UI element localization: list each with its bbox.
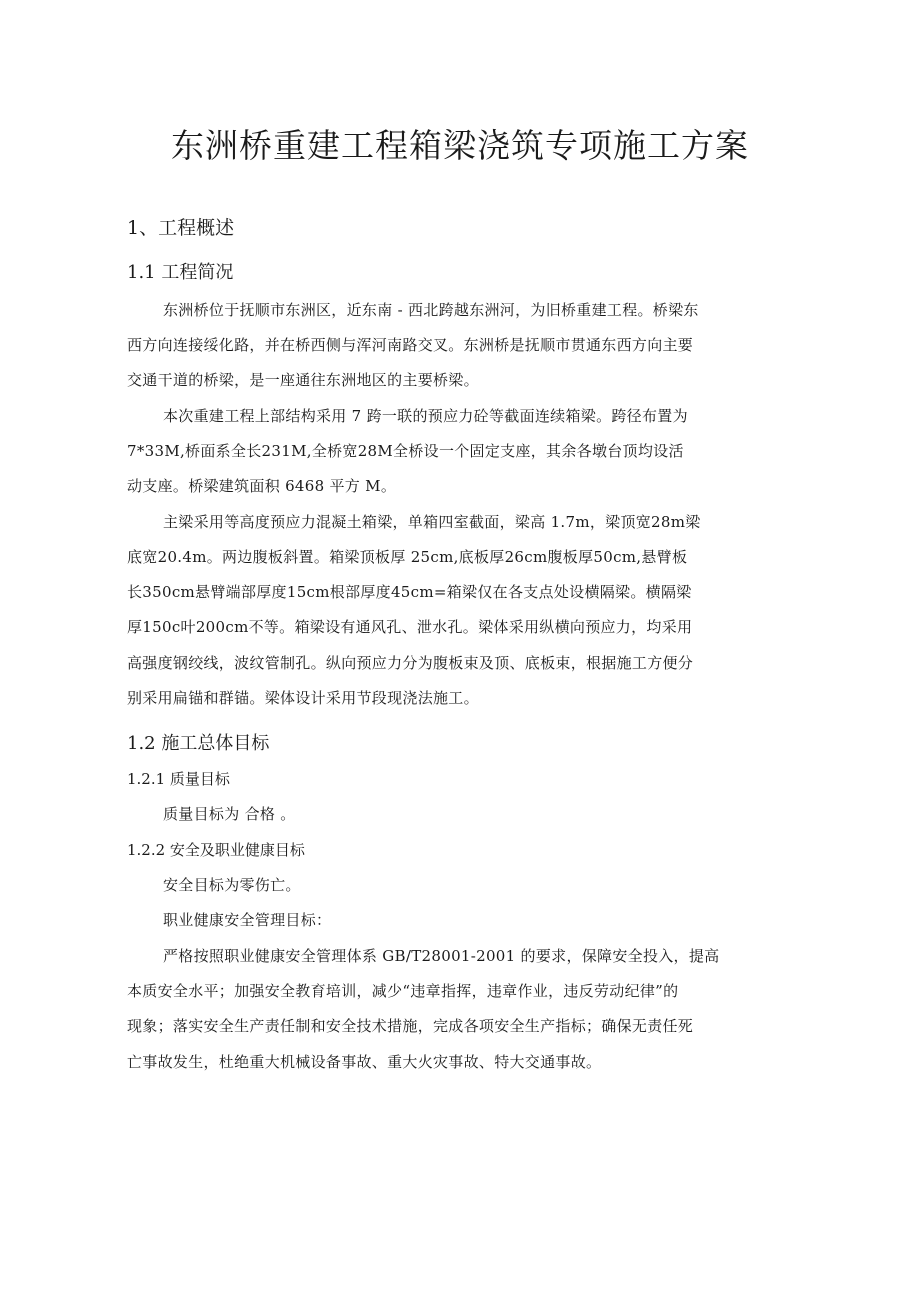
page-title: 东洲桥重建工程箱梁浇筑专项施工方案 bbox=[171, 126, 749, 165]
paragraph-line: 西方向连接绥化路，并在桥西侧与浑河南路交叉。东洲桥是抚顺市贯通东西方向主要 bbox=[127, 336, 694, 354]
paragraph-line: 亡事故发生，杜绝重大机械设备事故、重大火灾事故、特大交通事故。 bbox=[127, 1053, 602, 1071]
section-heading-1-2-2: 1.2.2 安全及职业健康目标 bbox=[127, 841, 305, 859]
paragraph-line: 主梁采用等高度预应力混凝土箱梁，单箱四室截面，梁高 1.7m，梁顶宽28m梁 bbox=[163, 513, 701, 531]
paragraph-line: 职业健康安全管理目标： bbox=[163, 911, 332, 929]
paragraph-line: 长350cm悬臂端部厚度15cm根部厚度45cm=箱梁仅在各支点处设横隔梁。横隔梁 bbox=[127, 583, 692, 601]
paragraph-line: 7*33M,桥面系全长231M,全桥宽28M全桥设一个固定支座，其余各墩台顶均设活 bbox=[127, 442, 684, 460]
section-heading-1-2: 1.2 施工总体目标 bbox=[127, 733, 270, 754]
paragraph-line: 质量目标为 合格 。 bbox=[163, 805, 296, 823]
paragraph-line: 本次重建工程上部结构采用 7 跨一联的预应力砼等截面连续箱梁。跨径布置为 bbox=[163, 407, 688, 425]
paragraph-line: 现象；落实安全生产责任制和安全技术措施，完成各项安全生产指标；确保无责任死 bbox=[127, 1017, 694, 1035]
section-heading-1-1: 1.1 工程简况 bbox=[127, 262, 234, 283]
section-heading-1: 1、工程概述 bbox=[127, 217, 235, 239]
paragraph-line: 底宽20.4m。两边腹板斜置。箱梁顶板厚 25cm,底板厚26cm腹板厚50cm,悬臂板 bbox=[127, 548, 688, 566]
paragraph-line: 安全目标为零伤亡。 bbox=[163, 876, 301, 894]
paragraph-line: 东洲桥位于抚顺市东洲区，近东南 - 西北跨越东洲河，为旧桥重建工程。桥梁东 bbox=[163, 301, 699, 319]
section-heading-1-2-1: 1.2.1 质量目标 bbox=[127, 770, 230, 788]
paragraph-line: 本质安全水平；加强安全教育培训，减少“违章指挥，违章作业，违反劳动纪律”的 bbox=[127, 982, 679, 1000]
paragraph-line: 厚150c叶200cm不等。箱梁设有通风孔、泄水孔。梁体采用纵横向预应力，均采用 bbox=[127, 618, 693, 636]
paragraph-line: 交通干道的桥梁，是一座通往东洲地区的主要桥梁。 bbox=[127, 371, 479, 389]
paragraph-line: 别采用扁锚和群锚。梁体设计采用节段现浇法施工。 bbox=[127, 689, 479, 707]
paragraph-line: 高强度钢绞线，波纹管制孔。纵向预应力分为腹板束及顶、底板束，根据施工方便分 bbox=[127, 654, 694, 672]
paragraph-line: 动支座。桥梁建筑面积 6468 平方 M。 bbox=[127, 477, 397, 495]
paragraph-line: 严格按照职业健康安全管理体系 GB/T28001-2001 的要求，保障安全投入，提高 bbox=[163, 947, 720, 965]
